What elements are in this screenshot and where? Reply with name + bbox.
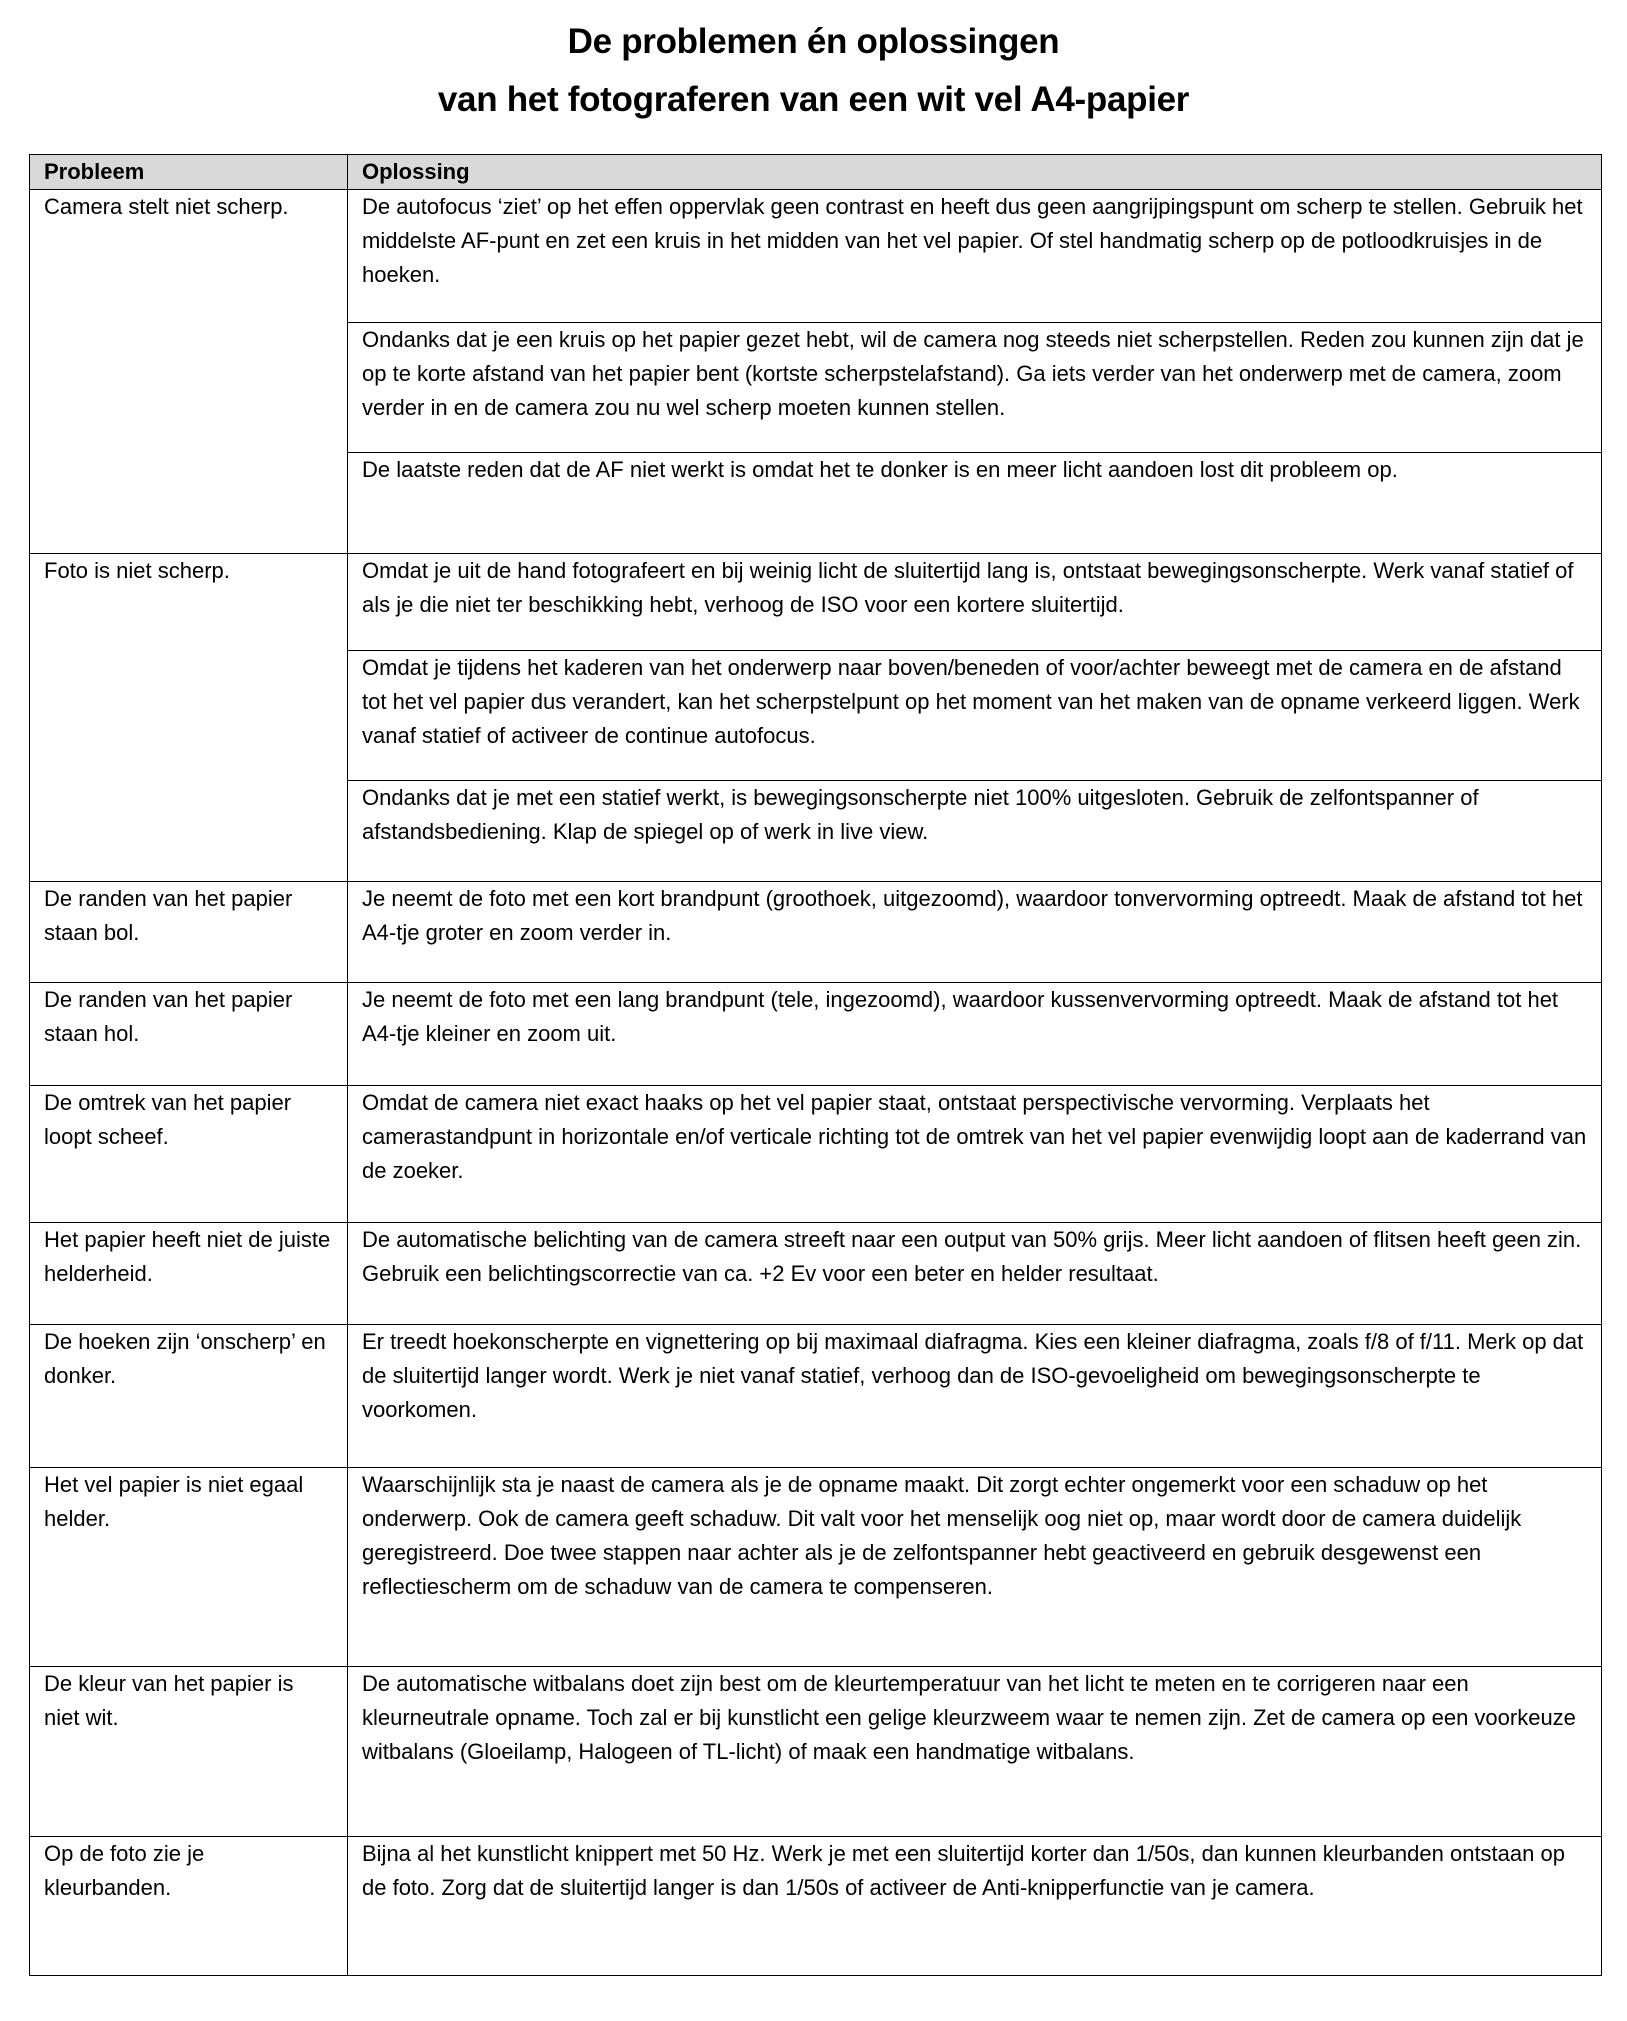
table-row xyxy=(30,1223,1602,1325)
solution-cell: De automatische belichting van de camera streeft naar een output van 50% grijs. Meer licht aandoen of flitsen heeft geen zin. Gebruik een belichtingscorrectie van ca. +2 Ev voor een beter en helder resultaat. xyxy=(348,1223,1602,1325)
problem-cell: Het vel papier is niet egaal helder. xyxy=(30,1468,348,1667)
solution-cell: Omdat je tijdens het kaderen van het onderwerp naar boven/beneden of voor/achter beweegt met de camera en de afstand tot het vel papier dus verandert, kan het scherpstelpunt op het moment van het maken van de opname verkeerd liggen. Werk vanaf statief of activeer de continue autofocus. xyxy=(348,651,1602,781)
table-row xyxy=(30,1325,1602,1468)
solution-cell: De laatste reden dat de AF niet werkt is omdat het te donker is en meer licht aandoen lost dit probleem op. xyxy=(348,453,1602,554)
solution-cell: De automatische witbalans doet zijn best om de kleurtemperatuur van het licht te meten en te corrigeren naar een kleurneutrale opname. Toch zal er bij kunstlicht een gelige kleurzweem waar te nemen zijn. Zet de camera op een voorkeuze witbalans (Gloeilamp, Halogeen of TL-licht) of maak een handmatige witbalans. xyxy=(348,1667,1602,1837)
table-row xyxy=(30,1837,1602,1976)
solution-cell: Je neemt de foto met een kort brandpunt (groothoek, uitgezoomd), waardoor tonvervorming optreedt. Maak de afstand tot het A4-tje groter en zoom verder in. xyxy=(348,882,1602,983)
document-title-line-1: De problemen én oplossingen xyxy=(567,22,1060,61)
solution-cell: Ondanks dat je een kruis op het papier gezet hebt, wil de camera nog steeds niet scherpstellen. Reden zou kunnen zijn dat je op te korte afstand van het papier bent (kortste scherpstelafstand). Ga iets verder van het onderwerp met de camera, zoom verder in en de camera zou nu wel scherp moeten kunnen stellen. xyxy=(348,323,1602,453)
solution-cell: Je neemt de foto met een lang brandpunt (tele, ingezoomd), waardoor kussenvervorming optreedt. Maak de afstand tot het A4-tje kleiner en zoom uit. xyxy=(348,983,1602,1086)
problem-cell: De hoeken zijn ‘onscherp’ en donker. xyxy=(30,1325,348,1468)
problem-cell: De omtrek van het papier loopt scheef. xyxy=(30,1086,348,1223)
solution-cell: Bijna al het kunstlicht knippert met 50 Hz. Werk je met een sluitertijd korter dan 1/50s, dan kunnen kleurbanden ontstaan op de foto. Zorg dat de sluitertijd langer is dan 1/50s of activeer de Anti-knipperfunctie van je camera. xyxy=(348,1837,1602,1976)
problem-cell: De kleur van het papier is niet wit. xyxy=(30,1667,348,1837)
solution-cell: Omdat de camera niet exact haaks op het vel papier staat, ontstaat perspectivische vervorming. Verplaats het camerastandpunt in horizontale en/of verticale richting tot de omtrek van het vel papier evenwijdig loopt aan de kaderrand van de zoeker. xyxy=(348,1086,1602,1223)
solution-cell: Er treedt hoekonscherpte en vignettering op bij maximaal diafragma. Kies een kleiner diafragma, zoals f/8 of f/11. Merk op dat de sluitertijd langer wordt. Werk je niet vanaf statief, verhoog dan de ISO-gevoeligheid om bewegingsonscherpte te voorkomen. xyxy=(348,1325,1602,1468)
header-solution: Oplossing xyxy=(348,155,1602,190)
document-title-line-2: van het fotograferen van een wit vel A4-papier xyxy=(437,80,1190,119)
table-row xyxy=(30,554,1602,651)
solution-cell: Omdat je uit de hand fotografeert en bij weinig licht de sluitertijd lang is, ontstaat bewegingsonscherpte. Werk vanaf statief of als je die niet ter beschikking hebt, verhoog de ISO voor een kortere sluitertijd. xyxy=(348,554,1602,651)
table-row xyxy=(30,1468,1602,1667)
header-problem: Probleem xyxy=(30,155,348,190)
table-row xyxy=(30,1086,1602,1223)
problem-cell: Het papier heeft niet de juiste helderheid. xyxy=(30,1223,348,1325)
solution-cell: De autofocus ‘ziet’ op het effen oppervlak geen contrast en heeft dus geen aangrijpingspunt om scherp te stellen. Gebruik het middelste AF-punt en zet een kruis in het midden van het vel papier. Of stel handmatig scherp op de potloodkruisjes in de hoeken. xyxy=(348,190,1602,323)
problem-cell: De randen van het papier staan hol. xyxy=(30,983,348,1086)
table-row xyxy=(30,983,1602,1086)
problem-cell: Foto is niet scherp. xyxy=(30,554,348,882)
table-header-row xyxy=(30,155,1602,190)
table-row xyxy=(30,190,1602,323)
solution-cell: Ondanks dat je met een statief werkt, is bewegingsonscherpte niet 100% uitgesloten. Gebruik de zelfontspanner of afstandsbediening. Klap de spiegel op of werk in live view. xyxy=(348,781,1602,882)
table-body xyxy=(30,190,1602,1976)
problem-cell: Camera stelt niet scherp. xyxy=(30,190,348,554)
table-row xyxy=(30,1667,1602,1837)
solution-cell: Waarschijnlijk sta je naast de camera als je de opname maakt. Dit zorgt echter ongemerkt voor een schaduw op het onderwerp. Ook de camera geeft schaduw. Dit valt voor het menselijk oog niet op, maar wordt door de camera duidelijk geregistreerd. Doe twee stappen naar achter als je de zelfontspanner hebt geactiveerd en gebruik desgewenst een reflectiescherm om de schaduw van de camera te compenseren. xyxy=(348,1468,1602,1667)
problems-solutions-table xyxy=(29,154,1602,1976)
table-row xyxy=(30,882,1602,983)
problem-cell: Op de foto zie je kleurbanden. xyxy=(30,1837,348,1976)
problem-cell: De randen van het papier staan bol. xyxy=(30,882,348,983)
